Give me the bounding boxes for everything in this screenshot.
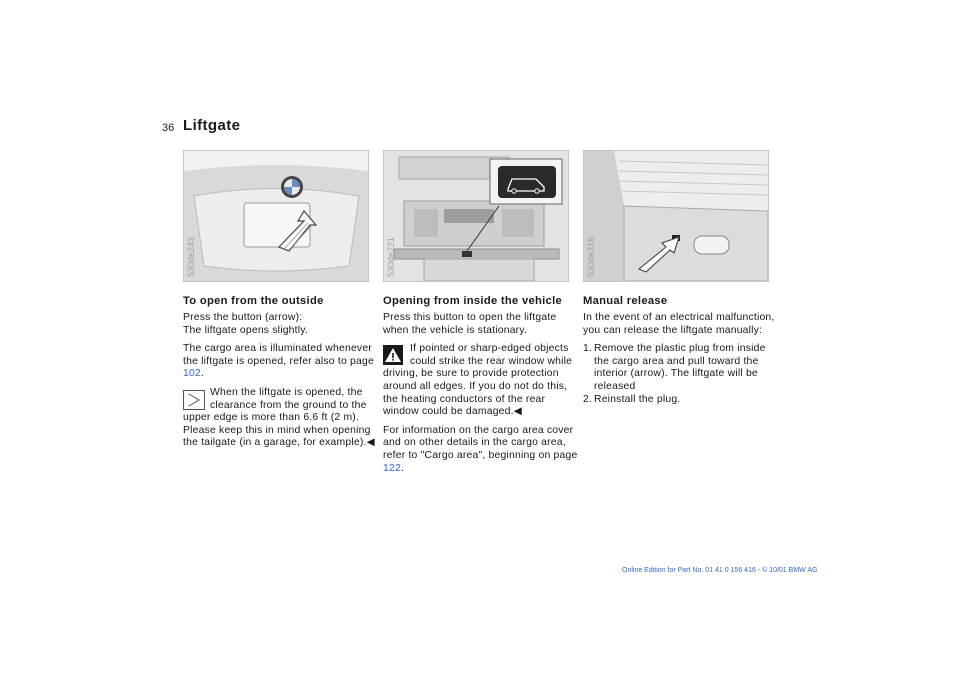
warning-icon (383, 345, 403, 365)
section-heading: To open from the outside (183, 295, 324, 307)
end-mark-icon: ◀ (513, 406, 522, 418)
paragraph (183, 343, 378, 381)
figure-code: 530de221 (386, 236, 396, 277)
figure-manual-release (583, 150, 769, 282)
end-mark-icon: ◀ (366, 437, 375, 449)
paragraph (183, 312, 378, 337)
page-title: Liftgate (183, 117, 241, 134)
figure-code: 530de316 (586, 236, 596, 277)
paragraph: Press this button to open the liftgate when the vehicle is stationary. (383, 312, 557, 336)
list-item (583, 394, 778, 407)
warning-block (383, 343, 578, 419)
step-text: Reinstall the plug. (594, 393, 681, 405)
note-block (183, 387, 378, 450)
section-open-inside (383, 295, 578, 481)
step-text: Remove the plastic plug from inside the cargo area and pull toward the interior (arrow). The liftgate will be released (594, 343, 766, 392)
section-open-outside (183, 295, 378, 456)
dashboard-illustration (384, 151, 568, 281)
note-text-lead: When the liftgate is opened, the clearance from the ground to the (210, 386, 367, 411)
warning-text-lead: If pointed or sharp-edged objects could strike the rear window while (410, 343, 573, 367)
text: . (400, 462, 405, 474)
section-manual-release (583, 295, 778, 406)
footer-edition: Online Edition for Part No. 01 41 0 156 416 - © 10/01 BMW AG (622, 567, 818, 574)
section-heading: Opening from inside the vehicle (383, 295, 563, 307)
step-number: 2. (583, 393, 593, 405)
step-number: 1. (583, 343, 593, 355)
text: The liftgate opens slightly. (183, 324, 308, 336)
list-item (583, 343, 778, 393)
note-text: upper edge is more than 6.6 ft (2 m). Please keep this in mind when opening the tailgate (in a garage, for example). (183, 412, 371, 449)
manual-release-illustration (584, 151, 768, 281)
figure-code: 530de243 (186, 236, 196, 277)
paragraph (383, 425, 578, 475)
figure-dashboard-button (383, 150, 569, 282)
figure-liftgate-outside (183, 150, 369, 282)
warning-text: driving, be sure to provide protection around all edges. If you do not do this, the heating conductors of the rear window could be damaged. (383, 368, 568, 418)
page-link[interactable]: 102 (183, 368, 201, 380)
liftgate-outside-illustration (184, 151, 368, 281)
section-heading: Manual release (583, 295, 668, 307)
note-icon (183, 390, 205, 410)
text: . (200, 368, 205, 380)
text: For information on the cargo area cover and on other details in the cargo area, refer to "Cargo area", beginning on page (383, 424, 578, 461)
text: The cargo area is illuminated whenever the liftgate is opened, refer also to page (183, 343, 374, 367)
steps-list (583, 343, 778, 406)
text: Press the button (arrow): (183, 312, 303, 323)
page-link[interactable]: 122 (383, 462, 401, 474)
paragraph: In the event of an electrical malfunction, you can release the liftgate manually: (583, 312, 775, 336)
page-number: 36 (162, 122, 175, 134)
